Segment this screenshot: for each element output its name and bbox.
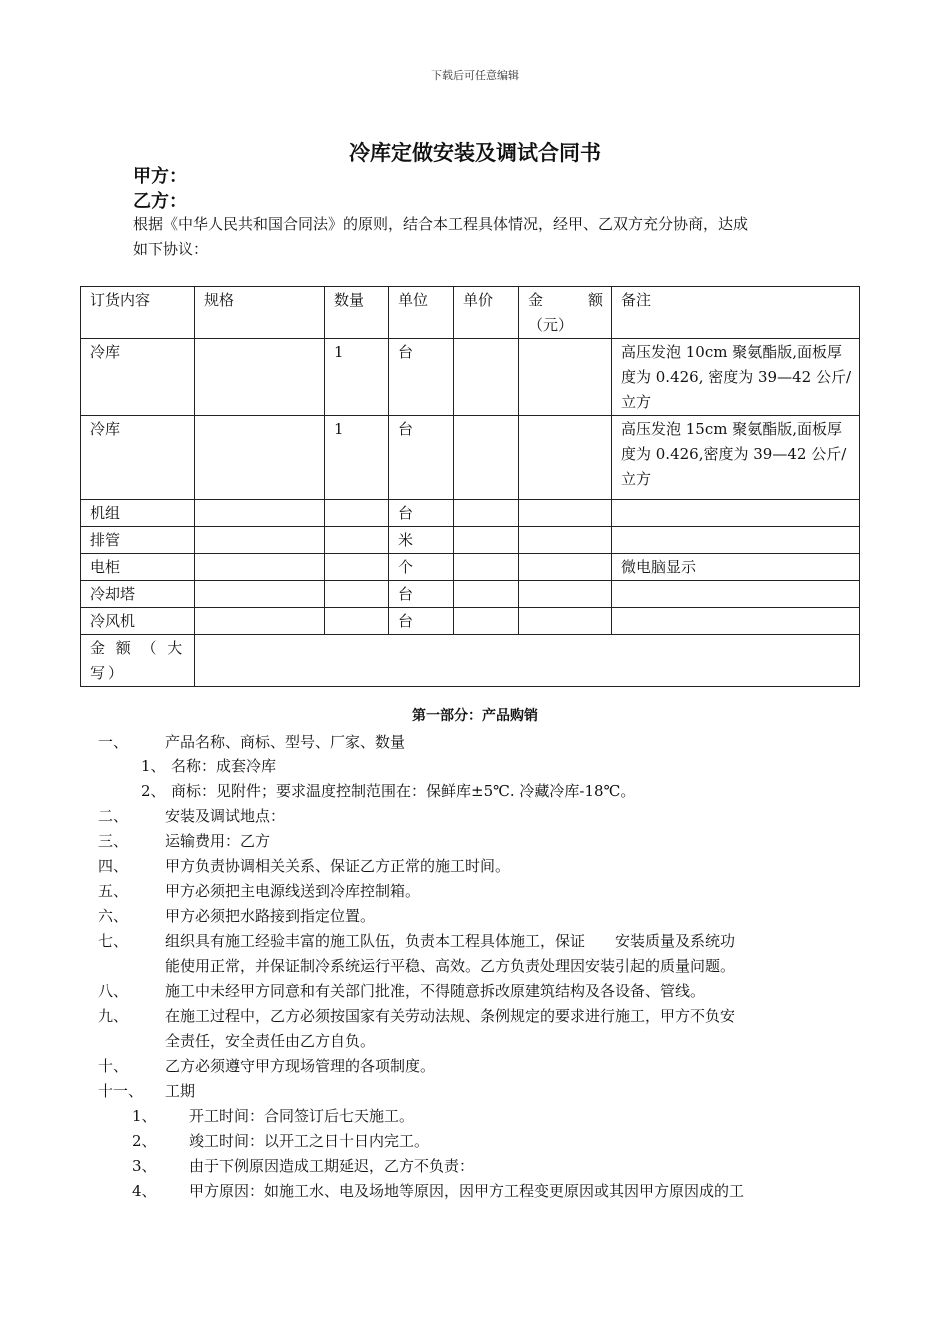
header-item: 订货内容	[81, 287, 195, 339]
cell-spec	[195, 608, 325, 635]
cell-unit: 台	[389, 608, 454, 635]
clause-text: 组织具有施工经验丰富的施工队伍，负责本工程具体施工，保证 安装质量及系统功	[165, 932, 736, 950]
clause-number: 七、	[98, 932, 129, 950]
cell-item: 冷库	[81, 416, 195, 500]
table-row	[81, 581, 860, 608]
clause-text: 运输费用：乙方	[165, 832, 271, 850]
cell-amount	[519, 339, 612, 416]
clause-text: 甲方必须把主电源线送到冷库控制箱。	[165, 882, 421, 900]
cell-remark: 高压发泡 10cm 聚氨酯版,面板厚度为 0.426, 密度为 39—42 公斤/立方	[612, 339, 860, 416]
cell-item: 机组	[81, 500, 195, 527]
clause-text: 产品名称、商标、型号、厂家、数量	[165, 733, 406, 751]
header-amount	[519, 287, 612, 339]
clause-text: 甲方必须把水路接到指定位置。	[165, 907, 376, 925]
cell-price	[454, 416, 519, 500]
cell-qty	[325, 608, 389, 635]
table-row	[81, 416, 860, 500]
header-amount-part2: 额	[587, 291, 603, 309]
clause-number: 一、	[98, 733, 129, 751]
cell-spec	[195, 581, 325, 608]
clause-text: 甲方原因：如施工水、电及场地等原因，因甲方工程变更原因或其因甲方原因成的工	[189, 1182, 745, 1200]
cell-remark	[612, 527, 860, 554]
clause-text: 商标：见附件；要求温度控制范围在：保鲜库±5℃. 冷藏冷库-18℃。	[171, 782, 636, 800]
header-amount-unit: （元）	[528, 316, 574, 334]
clause-number: 四、	[98, 857, 129, 875]
header-unit: 单位	[389, 287, 454, 339]
cell-amount	[519, 416, 612, 500]
total-amount-value	[195, 635, 860, 687]
clause-number: 4、	[132, 1182, 157, 1200]
cell-qty: 1	[325, 416, 389, 500]
header-spec: 规格	[195, 287, 325, 339]
cell-spec	[195, 416, 325, 500]
clause-text: 由于下例原因造成工期延迟，乙方不负责：	[189, 1157, 475, 1175]
clause-number: 3、	[132, 1157, 157, 1175]
clause-number: 六、	[98, 907, 129, 925]
clause-number: 1、	[141, 757, 166, 775]
clause-number: 2、	[132, 1132, 157, 1150]
cell-remark	[612, 608, 860, 635]
total-amount-label: 金 额 （ 大写）	[81, 635, 195, 687]
header-note: 下载后可任意编辑	[431, 69, 519, 82]
table-row	[81, 527, 860, 554]
cell-amount	[519, 500, 612, 527]
document-title: 冷库定做安装及调试合同书	[349, 140, 601, 165]
cell-price	[454, 339, 519, 416]
cell-item: 电柜	[81, 554, 195, 581]
clause-text: 开工时间：合同签订后七天施工。	[189, 1107, 415, 1125]
clause-text-continued: 能使用正常，并保证制冷系统运行平稳、高效。乙方负责处理因安装引起的质量问题。	[165, 957, 736, 975]
intro-line-2: 如下协议：	[133, 240, 209, 258]
cell-spec	[195, 339, 325, 416]
header-qty: 数量	[325, 287, 389, 339]
clause-text: 名称：成套冷库	[171, 757, 277, 775]
total-row	[81, 635, 860, 687]
clause-text-continued: 全责任，安全责任由乙方自负。	[165, 1032, 376, 1050]
clause-text: 乙方必须遵守甲方现场管理的各项制度。	[165, 1057, 436, 1075]
table-row	[81, 500, 860, 527]
cell-item: 冷库	[81, 339, 195, 416]
clause-number: 二、	[98, 807, 129, 825]
clause-text: 安装及调试地点：	[165, 807, 286, 825]
cell-remark	[612, 500, 860, 527]
cell-qty	[325, 581, 389, 608]
cell-unit: 台	[389, 500, 454, 527]
cell-qty	[325, 554, 389, 581]
party-b-label: 乙方：	[133, 191, 187, 212]
section-1-title: 第一部分：产品购销	[412, 708, 538, 724]
cell-remark: 微电脑显示	[612, 554, 860, 581]
cell-price	[454, 527, 519, 554]
clause-number: 十一、	[98, 1082, 144, 1100]
header-amount-part1: 金	[528, 291, 544, 309]
clause-text: 施工中未经甲方同意和有关部门批准，不得随意拆改原建筑结构及各设备、管线。	[165, 982, 706, 1000]
cell-price	[454, 554, 519, 581]
cell-spec	[195, 527, 325, 554]
clause-number: 1、	[132, 1107, 157, 1125]
cell-amount	[519, 581, 612, 608]
cell-qty: 1	[325, 339, 389, 416]
cell-remark	[612, 581, 860, 608]
cell-price	[454, 581, 519, 608]
cell-unit: 台	[389, 581, 454, 608]
clause-text: 工期	[165, 1082, 196, 1100]
cell-item: 冷却塔	[81, 581, 195, 608]
clause-text: 竣工时间：以开工之日十日内完工。	[189, 1132, 430, 1150]
cell-amount	[519, 554, 612, 581]
table-row	[81, 608, 860, 635]
clause-text: 在施工过程中，乙方必须按国家有关劳动法规、条例规定的要求进行施工，甲方不负安	[165, 1007, 736, 1025]
table-row	[81, 339, 860, 416]
cell-qty	[325, 527, 389, 554]
cell-qty	[325, 500, 389, 527]
cell-unit: 台	[389, 416, 454, 500]
clause-number: 三、	[98, 832, 129, 850]
cell-unit: 个	[389, 554, 454, 581]
cell-price	[454, 608, 519, 635]
clause-text: 甲方负责协调相关关系、保证乙方正常的施工时间。	[165, 857, 511, 875]
table-header-row	[81, 287, 860, 339]
clause-number: 五、	[98, 882, 129, 900]
cell-amount	[519, 527, 612, 554]
cell-remark: 高压发泡 15cm 聚氨酯版,面板厚度为 0.426,密度为 39—42 公斤/立方	[612, 416, 860, 500]
cell-spec	[195, 500, 325, 527]
clause-number: 十、	[98, 1057, 129, 1075]
intro-line-1: 根据《中华人民共和国合同法》的原则，结合本工程具体情况，经甲、乙双方充分协商，达成	[133, 215, 749, 233]
header-price: 单价	[454, 287, 519, 339]
cell-spec	[195, 554, 325, 581]
party-a-label: 甲方：	[133, 166, 187, 187]
header-remark: 备注	[612, 287, 860, 339]
cell-item: 冷风机	[81, 608, 195, 635]
clause-number: 八、	[98, 982, 129, 1000]
cell-price	[454, 500, 519, 527]
cell-unit: 台	[389, 339, 454, 416]
cell-amount	[519, 608, 612, 635]
order-table	[80, 286, 860, 687]
table-row	[81, 554, 860, 581]
clause-number: 2、	[141, 782, 166, 800]
cell-unit: 米	[389, 527, 454, 554]
cell-item: 排管	[81, 527, 195, 554]
clause-number: 九、	[98, 1007, 129, 1025]
